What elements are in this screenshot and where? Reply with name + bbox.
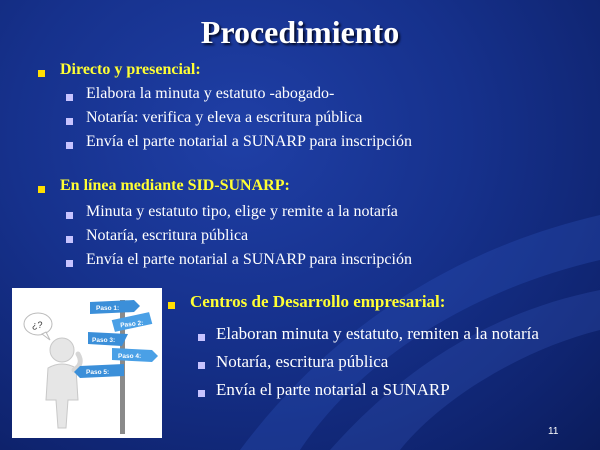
signpost-clipart (12, 288, 162, 438)
sign-text: Paso 3: (92, 337, 116, 344)
sign-text: Paso 5: (86, 369, 110, 376)
sign-text: Paso 1: (96, 305, 120, 312)
bullet-square-icon (168, 302, 175, 309)
list-item: Notaría, escritura pública (216, 352, 389, 371)
bullet-square-icon (66, 94, 73, 101)
section-heading: En línea mediante SID-SUNARP: (60, 177, 290, 194)
list-item: Envía el parte notarial a SUNARP para inscripción (86, 251, 412, 268)
bullet-square-icon (198, 334, 205, 341)
list-item: Notaría, escritura pública (86, 227, 249, 244)
list-item: Elabora la minuta y estatuto -abogado- (86, 85, 335, 102)
bubble-text: ¿? (32, 320, 43, 330)
bullet-square-icon (198, 390, 205, 397)
bullet-square-icon (38, 186, 45, 193)
bullet-square-icon (38, 70, 45, 77)
bullet-square-icon (66, 142, 73, 149)
bullet-square-icon (66, 212, 73, 219)
slide-title: Procedimiento (200, 14, 400, 50)
bullet-square-icon (66, 260, 73, 267)
sign-text: Paso 2: (119, 319, 144, 330)
thinking-person-icon (12, 288, 162, 438)
list-item: Notaría: verifica y eleva a escritura pública (86, 109, 363, 126)
list-item: Envía el parte notarial a SUNARP (216, 380, 450, 399)
bullet-square-icon (66, 118, 73, 125)
list-item: Elaboran minuta y estatuto, remiten a la notaría (216, 324, 539, 343)
section-heading: Centros de Desarrollo empresarial: (190, 292, 446, 311)
list-item: Minuta y estatuto tipo, elige y remite a la notaría (86, 203, 398, 220)
page-number: 11 (548, 426, 559, 437)
sign-text: Paso 4: (118, 353, 142, 360)
bullet-square-icon (198, 362, 205, 369)
section-heading: Directo y presencial: (60, 61, 201, 78)
bullet-square-icon (66, 236, 73, 243)
list-item: Envía el parte notarial a SUNARP para inscripción (86, 133, 412, 150)
